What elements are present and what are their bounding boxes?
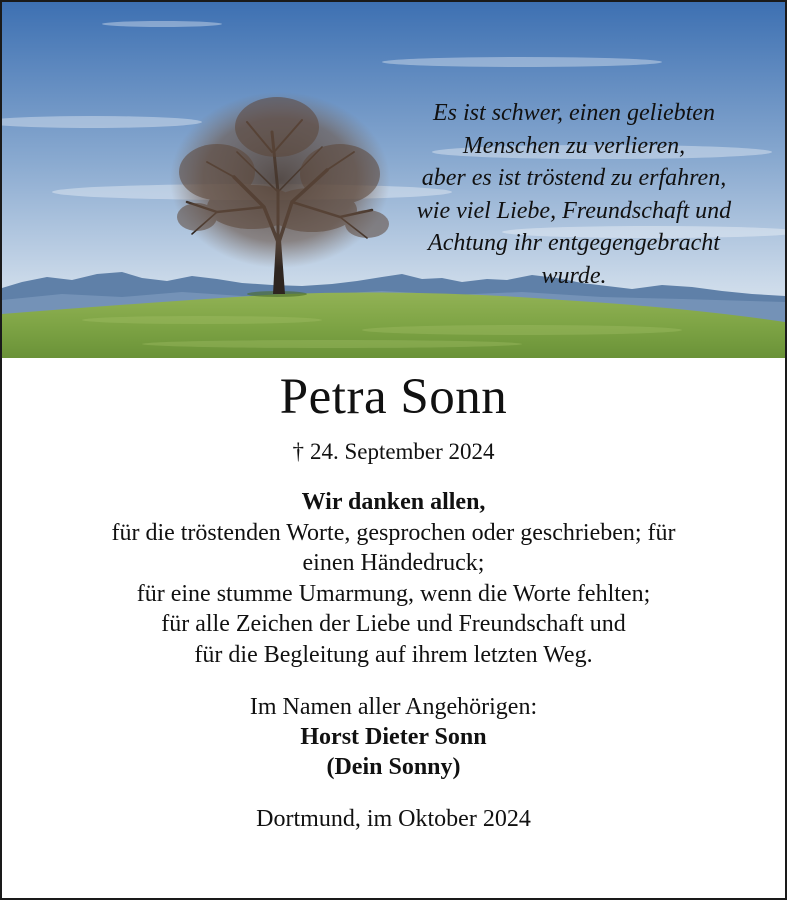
thanks-heading: Wir danken allen, xyxy=(301,489,486,515)
signer-name: Horst Dieter Sonn xyxy=(300,724,487,750)
quote-line: Menschen zu verlieren, xyxy=(462,132,686,159)
thanks-line: für alle Zeichen der Liebe und Freundschaft und xyxy=(161,611,626,637)
deceased-name: Petra Sonn xyxy=(279,369,508,425)
thanks-paragraph xyxy=(2,487,785,670)
thanks-line: für die tröstenden Worte, gesprochen oder geschrieben; für xyxy=(111,519,676,546)
thanks-line: einen Händedruck; xyxy=(302,550,485,576)
quote-line: Es ist schwer, einen geliebten xyxy=(433,100,715,126)
tree-landscape-image xyxy=(2,2,785,358)
signature-block xyxy=(2,692,785,782)
cross-icon: † xyxy=(292,439,304,464)
place-and-date: Dortmund, im Oktober 2024 xyxy=(256,806,531,832)
notice-text xyxy=(2,359,785,834)
death-date: 24. September 2024 xyxy=(309,439,495,464)
death-date-line xyxy=(2,437,785,467)
signature-intro: Im Namen aller Angehörigen: xyxy=(249,694,538,720)
quote-line: wurde. xyxy=(541,262,607,289)
quote-line: aber es ist tröstend zu erfahren, xyxy=(421,165,727,192)
quote-line: Achtung ihr entgegengebracht xyxy=(428,230,720,257)
memorial-quote xyxy=(374,97,774,293)
thanks-line: für eine stumme Umarmung, wenn die Worte fehlten; xyxy=(136,580,651,607)
quote-line: wie viel Liebe, Freundschaft und xyxy=(416,197,732,224)
signer-nickname: (Dein Sonny) xyxy=(326,754,461,780)
thanks-line: für die Begleitung auf ihrem letzten Weg. xyxy=(194,641,593,668)
